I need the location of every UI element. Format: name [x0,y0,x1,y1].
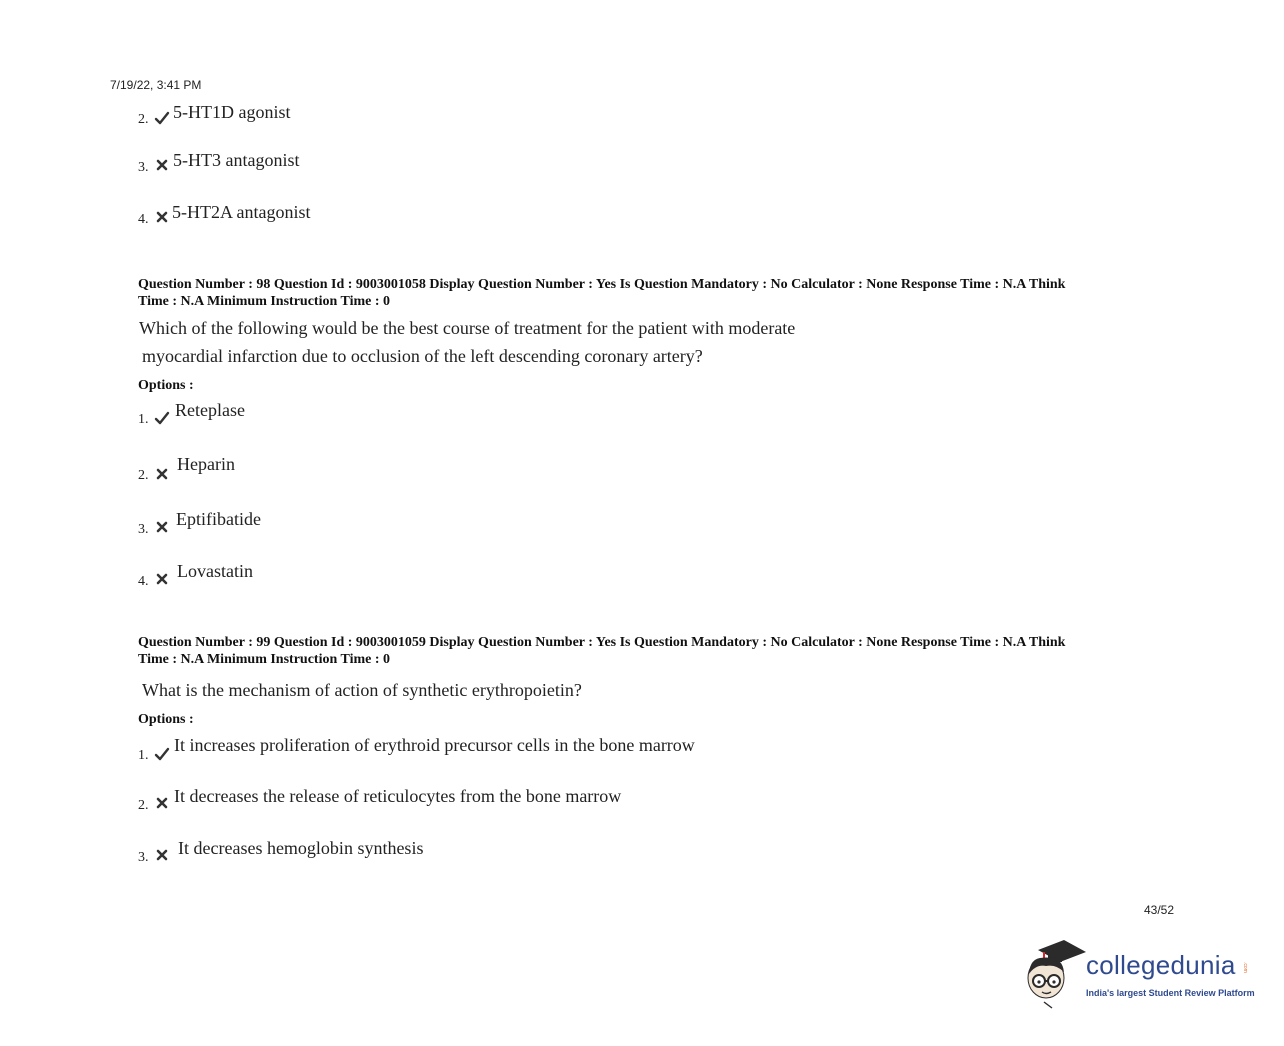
brand-name: collegedunia [1086,950,1236,980]
brand-suffix: .com [1242,962,1248,973]
page-number: 43/52 [1144,903,1175,917]
option-number: 3. [138,160,149,175]
prev-option-3 [138,152,538,176]
cross-mark-icon [154,466,170,482]
question-98-text-line-1: Which of the following would be the best course of treatment for the patient with moderate [139,318,796,338]
cross-mark-icon [154,209,170,225]
question-meta-line: Time : N.A Minimum Instruction Time : 0 [138,652,391,667]
q98-option-2 [138,454,438,484]
q98-option-4 [138,561,438,590]
option-number: 4. [138,574,149,589]
option-text: Reteplase [175,400,245,420]
prev-option-2 [138,104,538,128]
check-mark-icon [154,746,170,762]
question-meta-line: Question Number : 99 Question Id : 9003001059 Display Question Number : Yes Is Question Mandatory : No Calculator : None Response Time : N.A Think [138,635,1066,650]
option-number: 1. [138,412,149,427]
option-text: 5-HT1D agonist [173,102,291,122]
collegedunia-logo [1024,938,1254,1012]
cross-mark-icon [154,571,170,587]
option-number: 3. [138,850,149,865]
print-timestamp: 7/19/22, 3:41 PM [110,78,202,92]
option-text: Heparin [177,454,235,474]
prev-option-4 [138,204,538,228]
option-number: 1. [138,748,149,763]
option-number: 3. [138,522,149,537]
option-text: Lovastatin [177,561,253,581]
q98-option-1 [138,400,438,428]
mascot-icon [1024,938,1086,1012]
question-99-meta [138,634,1158,668]
q99-option-1 [138,735,778,764]
question-meta-line: Question Number : 98 Question Id : 9003001058 Display Question Number : Yes Is Question Mandatory : No Calculator : None Response Time : N.A Think [138,277,1066,292]
q99-option-3 [138,838,778,866]
option-number: 2. [138,112,149,127]
question-98-meta [138,276,1158,310]
option-text: It increases proliferation of erythroid precursor cells in the bone marrow [174,735,695,755]
cross-mark-icon [154,847,170,863]
option-text: Eptifibatide [176,509,261,529]
check-mark-icon [154,110,170,126]
q99-option-2 [138,786,778,814]
brand-tagline: India's largest Student Review Platform [1086,988,1255,998]
option-number: 4. [138,212,149,227]
option-text: 5-HT3 antagonist [173,150,300,170]
option-text: It decreases hemoglobin synthesis [178,838,424,858]
option-number: 2. [138,468,149,483]
option-text: 5-HT2A antagonist [172,202,311,222]
q98-option-3 [138,509,438,538]
cross-mark-icon [154,157,170,173]
question-meta-line: Time : N.A Minimum Instruction Time : 0 [138,294,391,309]
question-98-options-label: Options : [138,378,194,393]
check-mark-icon [154,410,170,426]
question-98-text-line-2: myocardial infarction due to occlusion of the left descending coronary artery? [142,346,703,366]
option-text: It decreases the release of reticulocytes from the bone marrow [174,786,622,806]
cross-mark-icon [154,519,170,535]
cross-mark-icon [154,795,170,811]
option-number: 2. [138,798,149,813]
question-99-text-line-1: What is the mechanism of action of synthetic erythropoietin? [142,680,582,700]
question-99-options-label: Options : [138,712,194,727]
